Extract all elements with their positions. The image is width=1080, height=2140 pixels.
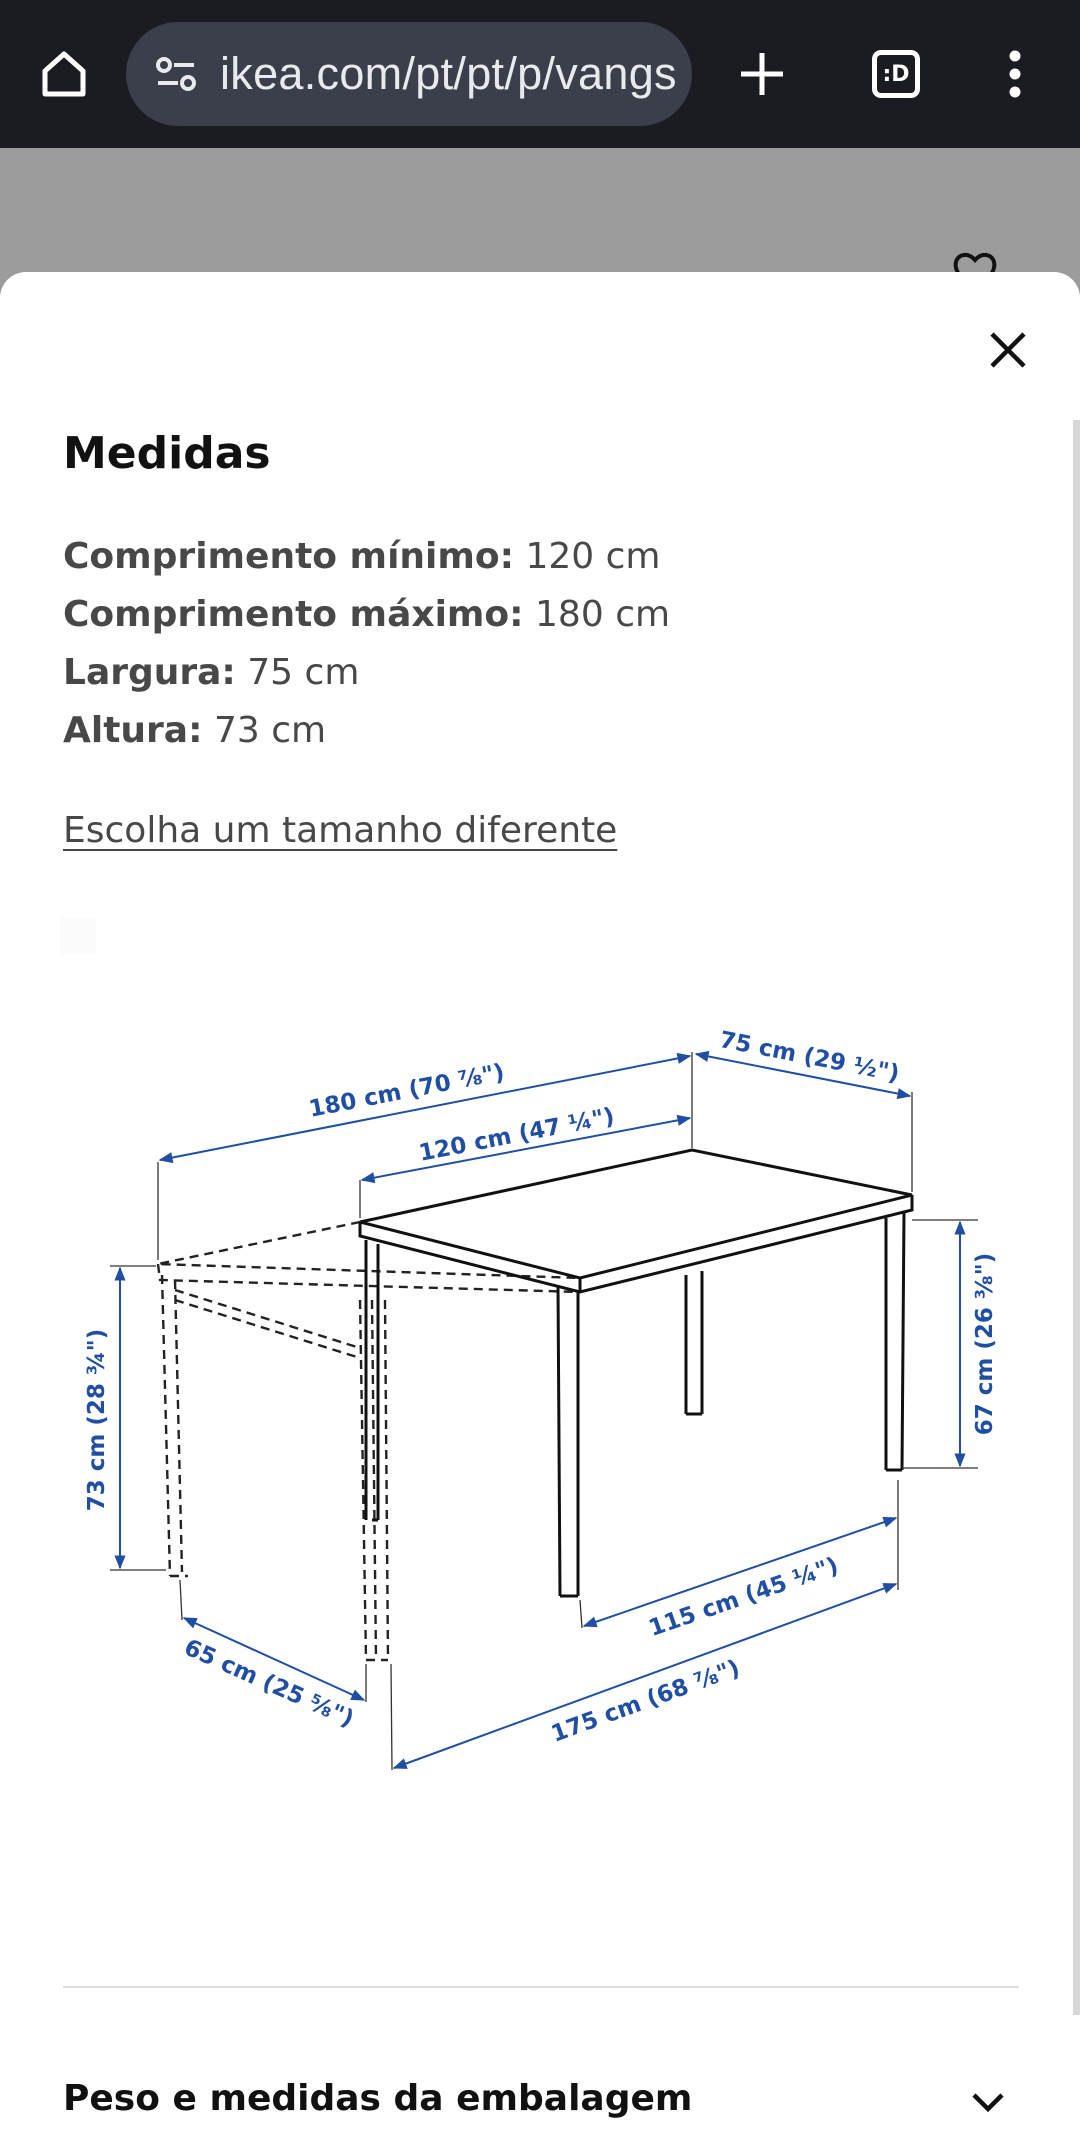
dim-label-clearance: 67 cm (26 ⅜")	[972, 1252, 998, 1436]
spec-label: Comprimento máximo:	[63, 594, 524, 635]
spec-value: 120 cm	[525, 536, 661, 577]
spec-height	[63, 710, 326, 751]
new-tab-plus-icon[interactable]	[728, 40, 796, 108]
chevron-down-icon[interactable]	[968, 2082, 1008, 2122]
dim-label-max-length: 180 cm (70 ⅞")	[306, 1059, 507, 1123]
spec-value: 180 cm	[535, 594, 671, 635]
spec-value: 75 cm	[247, 652, 360, 693]
dim-label-long-leg-span: 175 cm (68 ⅞")	[547, 1655, 744, 1748]
dim-label-height: 73 cm (28 ¾")	[84, 1328, 110, 1512]
more-vert-icon[interactable]	[990, 40, 1040, 108]
dim-label-min-length: 120 cm (47 ¼")	[416, 1103, 617, 1167]
address-bar[interactable]	[126, 22, 692, 126]
dim-label-leg-width: 65 cm (25 ⅝")	[180, 1634, 358, 1733]
sheet-title: Medidas	[63, 428, 271, 479]
tab-switcher-icon[interactable]	[862, 40, 930, 108]
table-outline	[360, 1150, 912, 1596]
image-thumbnail[interactable]	[60, 918, 96, 954]
home-icon[interactable]	[30, 40, 98, 108]
scrollbar[interactable]	[1073, 420, 1080, 2015]
spec-label: Largura:	[63, 652, 236, 693]
package-dimensions-accordion[interactable]: Peso e medidas da embalagem	[63, 2078, 693, 2119]
table-dimensions-diagram	[60, 990, 1020, 1810]
section-divider	[63, 1986, 1019, 1988]
spec-value: 73 cm	[213, 710, 327, 751]
extension-outline	[158, 1222, 580, 1660]
close-icon[interactable]	[980, 322, 1036, 378]
dim-label-width: 75 cm (29 ½")	[717, 1026, 902, 1088]
spec-min-length	[63, 536, 661, 577]
browser-toolbar	[0, 0, 1080, 148]
url-text: ikea.com/pt/pt/p/vangs	[220, 48, 677, 99]
tab-count-badge: :D	[872, 50, 920, 98]
choose-size-link[interactable]: Escolha um tamanho diferente	[63, 810, 618, 851]
spec-label: Altura:	[63, 710, 203, 751]
spec-label: Comprimento mínimo:	[63, 536, 515, 577]
spec-max-length	[63, 594, 670, 635]
spec-width	[63, 652, 359, 693]
site-settings-icon[interactable]	[146, 44, 206, 104]
dim-label-short-leg-span: 115 cm (45 ¼")	[645, 1552, 842, 1642]
